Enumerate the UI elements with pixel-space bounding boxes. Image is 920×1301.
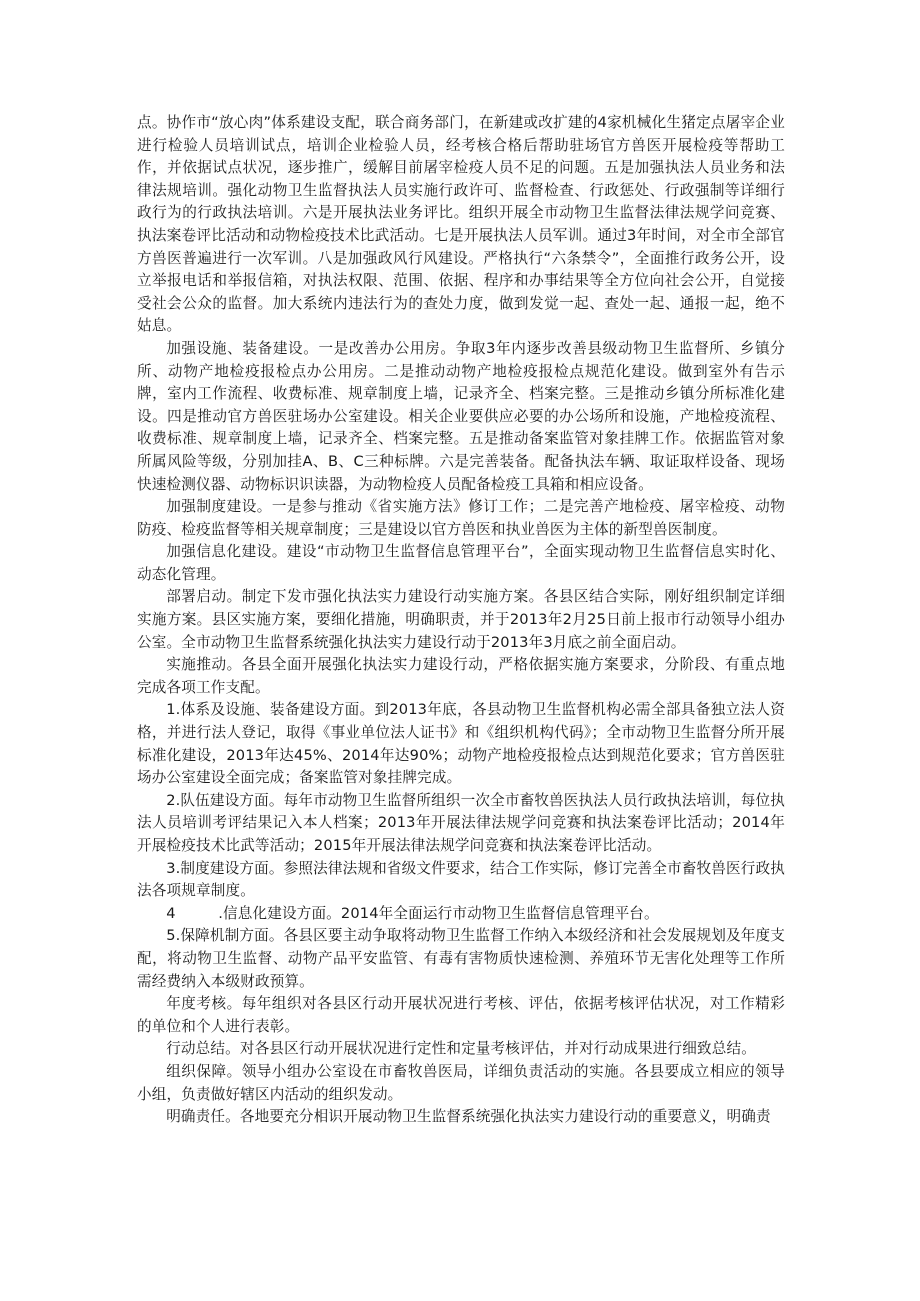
document-page [137, 112, 785, 1129]
item-number: 1 [166, 701, 176, 719]
paragraph-organizational-guarantee: 组织保障。领导小组办公室设在市畜牧兽医局，详细负责活动的实施。各县要成立相应的领导小组，负责做好辖区内活动的组织发动。 [137, 1062, 785, 1103]
item-number: 5 [166, 927, 176, 945]
numbered-item-1 [137, 699, 785, 789]
numbered-item-2 [137, 790, 785, 858]
item-number: 3 [166, 859, 176, 877]
item-text: .信息化建设方面。2014年全面运行市动物卫生监督信息管理平台。 [218, 904, 659, 922]
paragraph-facilities-equipment: 加强设施、装备建设。一是改善办公用房。争取3年内逐步改善县级动物卫生监督所、乡镇分所、动物产地检疫报检点办公用房。二是推动动物产地检疫报检点规范化建设。做到室外有告示牌，室内工作流程、收费标准、规章制度上墙，记录齐全、档案完整。三是推动乡镇分所标准化建设。四是推动官方兽医驻场办公室建设。相关企业要供应必要的办公场所和设施，产地检疫流程、收费标准、规章制度上墙，记录齐全、档案完整。五是推动备案监管对象挂牌工作。依据监管对象所属风险等级，分别加挂A、B、C三种标牌。六是完善装备。配备执法车辆、取证取样设备、现场快速检测仪器、动物标识识读器，为动物检疫人员配备检疫工具箱和相应设备。 [137, 339, 785, 493]
paragraph-action-summary: 行动总结。对各县区行动开展状况进行定性和定量考核评估，并对行动成果进行细致总结。 [166, 1040, 756, 1058]
item-number: 2 [166, 791, 176, 809]
item-text: .队伍建设方面。每年市动物卫生监督所组织一次全市畜牧兽医执法人员行政执法培训，每位执法人员培训考评结果记入本人档案；2013年开展法律法规学问竞赛和执法案卷评比活动；2014年开展检疫技术比武等活动；2015年开展法律法规学问竞赛和执法案卷评比活动。 [137, 791, 785, 854]
paragraph-annual-assessment: 年度考核。每年组织对各县区行动开展状况进行考核、评估，依据考核评估状况，对工作精彩的单位和个人进行表彰。 [137, 995, 785, 1035]
numbered-item-4 [137, 903, 785, 926]
paragraph-deployment: 部署启动。制定下发市强化执法实力建设行动实施方案。各县区结合实际，刚好组织制定详细实施方案。县区实施方案，要细化措施，明确职责，并于2013年2月25日前上报市行动领导小组办公室。全市动物卫生监督系统强化执法实力建设行动于2013年3月底之前全面启动。 [137, 588, 785, 651]
paragraph-system-building: 加强制度建设。一是参与推动《省实施方法》修订工作；二是完善产地检疫、屠宰检疫、动物防疫、检疫监督等相关规章制度；三是建设以官方兽医和执业兽医为主体的新型兽医制度。 [137, 498, 785, 538]
paragraph-clarify-responsibility: 明确责任。各地要充分相识开展动物卫生监督系统强化执法实力建设行动的重要意义，明确责 [166, 1108, 771, 1126]
paragraph-informatization: 加强信息化建设。建设“市动物卫生监督信息管理平台”，全面实现动物卫生监督信息实时化、动态化管理。 [137, 543, 785, 583]
item-text: .体系及设施、装备建设方面。到2013年底，各县动物卫生监督机构必需全部具备独立法人资格，并进行法人登记，取得《事业单位法人证书》和《组织机构代码》；全市动物卫生监督分所开展标准化建设，2013年达45%、2014年达90%；动物产地检疫报检点达到规范化要求；官方兽医驻场办公室建设全面完成；备案监管对象挂牌完成。 [137, 701, 785, 787]
paragraph-supervision-training: 点。协作市“放心肉”体系建设支配，联合商务部门，在新建或改扩建的4家机械化生猪定点屠宰企业进行检验人员培训试点，培训企业检验人员，经考核合格后帮助驻场官方兽医开展检疫等帮助工作，并依据试点状况，逐步推广，缓解目前屠宰检疫人员不足的问题。五是加强执法人员业务和法律法规培训。强化动物卫生监督执法人员实施行政许可、监督检查、行政惩处、行政强制等详细行政行为的行政执法培训。六是开展执法业务评比。组织开展全市动物卫生监督法律法规学问竞赛、执法案卷评比活动和动物检疫技术比武活动。七是开展执法人员军训。通过3年时间，对全市全部官方兽医普遍进行一次军训。八是加强政风行风建设。严格执行“六条禁令”，全面推行政务公开，设立举报电话和举报信箱，对执法权限、范围、依据、程序和办事结果等全方位向社会公开，自觉接受社会公众的监督。加大系统内违法行为的查处力度，做到发觉一起、查处一起、通报一起，绝不姑息。 [137, 114, 785, 335]
item-text: .制度建设方面。参照法律法规和省级文件要求，结合工作实际，修订完善全市畜牧兽医行政执法各项规章制度。 [137, 859, 785, 900]
item-number: 4 [166, 904, 176, 922]
paragraph-implementation: 实施推动。各县全面开展强化执法实力建设行动，严格依据实施方案要求，分阶段、有重点地完成各项工作支配。 [137, 656, 785, 696]
item-text: .保障机制方面。各县区要主动争取将动物卫生监督工作纳入本级经济和社会发展规划及年度支配，将动物卫生监督、动物产品平安监管、有毒有害物质快速检测、养殖环节无害化处理等工作所需经费纳入本级财政预算。 [137, 927, 785, 990]
numbered-item-3 [137, 858, 785, 903]
numbered-item-5 [137, 925, 785, 993]
